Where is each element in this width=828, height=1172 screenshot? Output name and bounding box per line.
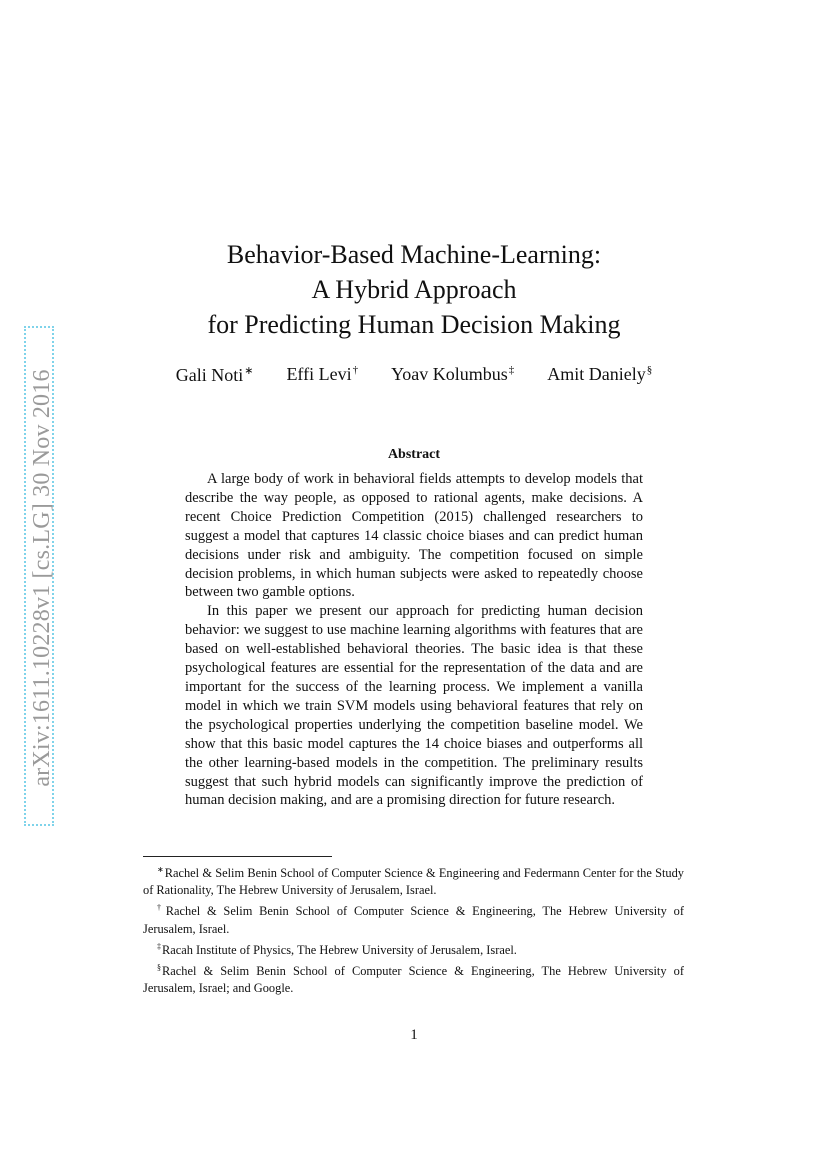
arxiv-stamp[interactable] xyxy=(24,326,54,826)
author xyxy=(391,364,514,386)
author xyxy=(176,364,254,386)
abstract-paragraph: A large body of work in behavioral fields attempts to develop models that describe the way people, as opposed to rational agents, make decisions. A recent Choice Prediction Competition (2015) challenged researchers to suggest a model that captures 14 classic choice biases and can predict human decisions under risk and ambiguity. The competition focused on simple decision problems, in which human subjects were asked to repeatedly choose between two gamble options. xyxy=(185,471,643,601)
footnote-text: Rachel & Selim Benin School of Computer Science & Engineering, The Hebrew University of Jerusalem, Israel; and Google. xyxy=(143,964,684,996)
paper-title xyxy=(140,237,688,342)
author-list xyxy=(140,364,688,386)
author-name: Gali Noti xyxy=(175,365,244,385)
footnote-text: Rachel & Selim Benin School of Computer Science & Engineering, The Hebrew University of Jerusalem, Israel. xyxy=(143,904,685,936)
arxiv-identifier[interactable]: arXiv:1611.10228v1 [cs.LG] 30 Nov 2016 xyxy=(29,369,55,787)
title-line-2: A Hybrid Approach xyxy=(311,275,517,304)
abstract-body xyxy=(185,470,643,810)
footnote xyxy=(143,938,684,959)
footnote-mark: ∗ xyxy=(244,365,254,377)
footnote-mark: § xyxy=(157,963,161,973)
abstract-heading: Abstract xyxy=(387,447,441,462)
title-line-1: Behavior-Based Machine-Learning: xyxy=(226,240,602,269)
footnote-mark: † xyxy=(157,903,165,913)
author-name: Amit Daniely xyxy=(547,364,646,384)
author-name: Effi Levi xyxy=(286,364,352,384)
footnote-text: Racah Institute of Physics, The Hebrew University of Jerusalem, Israel. xyxy=(162,942,517,957)
footnote xyxy=(143,899,684,937)
footnote-mark: ‡ xyxy=(157,941,161,951)
author xyxy=(547,364,652,386)
footnote-mark: ‡ xyxy=(508,364,515,376)
footnote xyxy=(143,959,684,997)
author xyxy=(286,364,358,386)
footnote-divider xyxy=(143,856,332,857)
title-line-3: for Predicting Human Decision Making xyxy=(207,310,621,339)
footnote-mark: ∗ xyxy=(157,865,164,874)
footnote-text: Rachel & Selim Benin School of Computer Science & Engineering and Federmann Center for the Study of Rationality, The Hebrew University of Jerusalem, Israel. xyxy=(143,866,684,898)
footnote xyxy=(143,861,684,899)
page-number: 1 xyxy=(410,1027,418,1043)
footnotes xyxy=(143,861,684,997)
abstract-paragraph: In this paper we present our approach for predicting human decision behavior: we suggest to use machine learning algorithms with features that are based on well-established behavioral theories. The basic idea is that these psychological features are essential for the representation of the data and are important for the success of the learning process. We implement a vanilla model in which we train SVM models using behavioral features that rely on the psychological properties underlying the competition baseline model. We show that this basic model captures the 14 choice biases and outperforms all the other learning-based models in the competition. The preliminary results suggest that such hybrid models can significantly improve the prediction of human decision making, and are a promising direction for future research. xyxy=(185,603,643,809)
author-name: Yoav Kolumbus xyxy=(391,364,508,384)
footnote-mark: § xyxy=(646,364,653,376)
footnote-mark: † xyxy=(352,364,359,376)
